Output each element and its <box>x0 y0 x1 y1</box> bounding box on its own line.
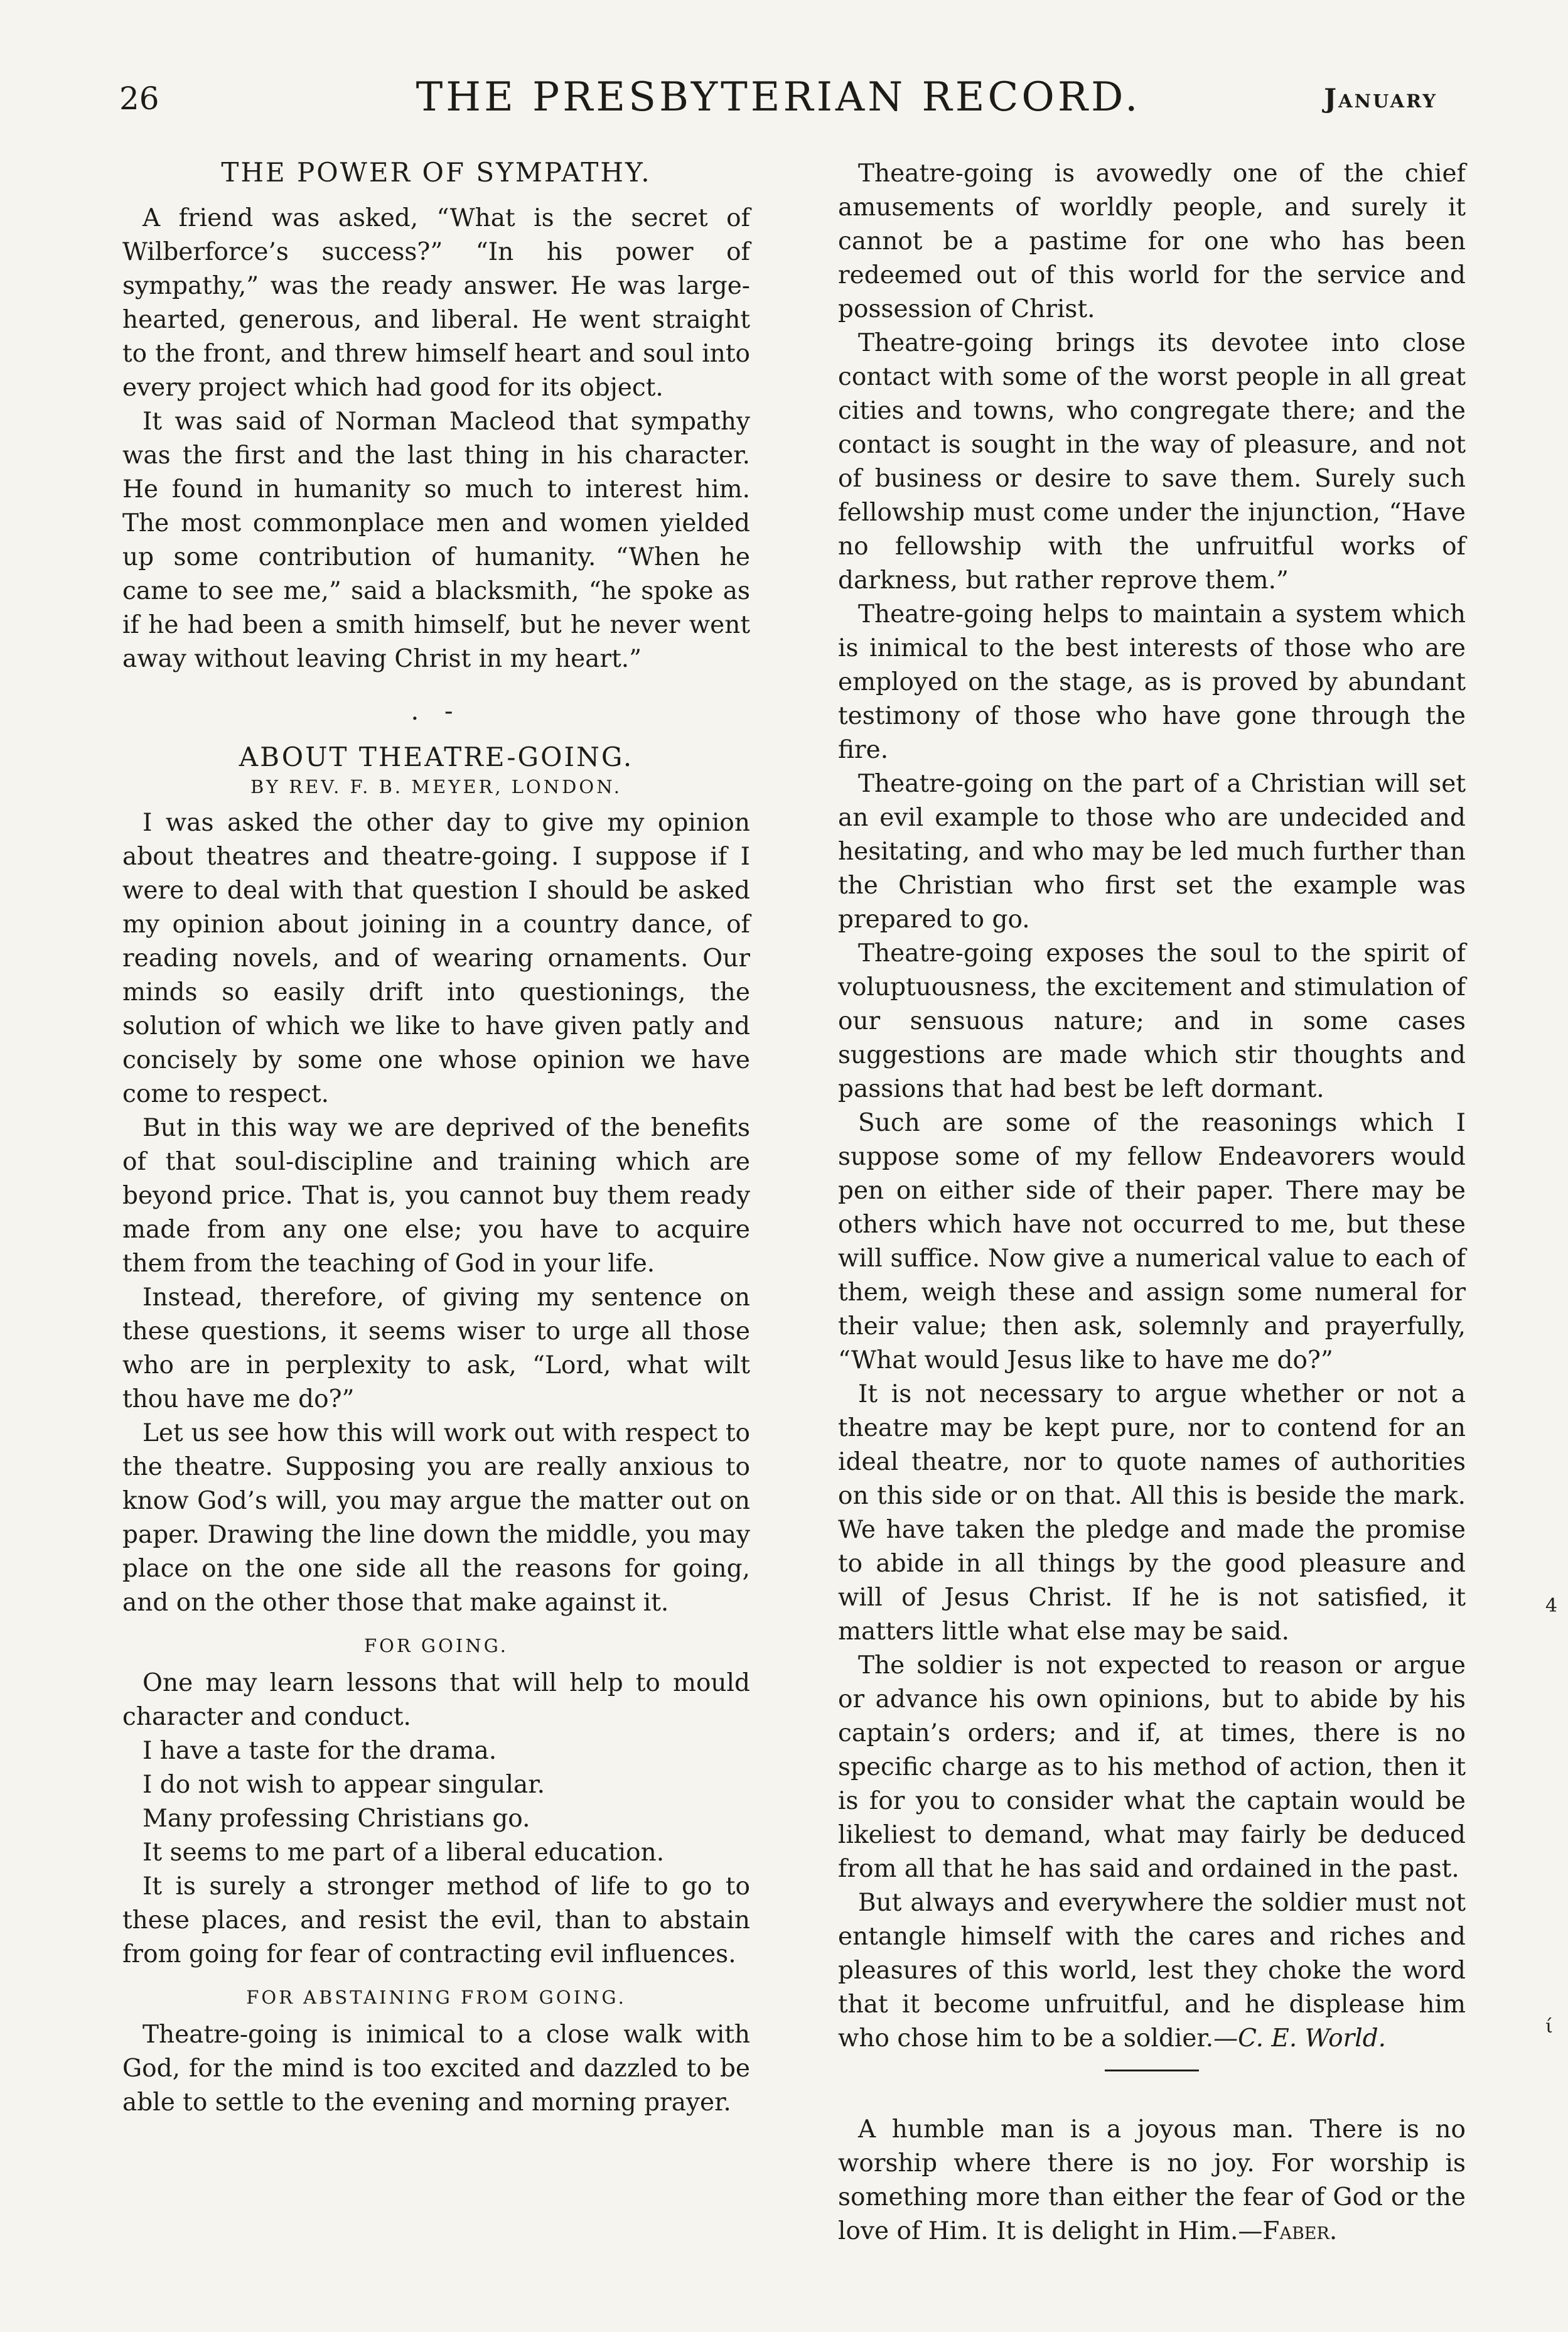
for-going-heading: FOR GOING. <box>363 1635 509 1656</box>
last-paragraph-text: But always and everywhere the soldier must not entangle himself with the cares and riches and pleasures of this world, lest they choke the word that it become unfruitful, and he displease him who chose him to be a soldier. <box>838 1889 1466 2053</box>
for-abstaining-heading: FOR ABSTAINING FROM GOING. <box>246 1987 626 2008</box>
margin-mark: 4 <box>1545 1595 1558 1617</box>
for-going-item: It seems to me part of a liberal education. <box>142 1838 665 1867</box>
humble-paragraph <box>838 2113 1466 2248</box>
for-going-item: I have a taste for the drama. <box>142 1737 497 1765</box>
theatre-byline: BY REV. F. B. MEYER, LONDON. <box>250 776 622 797</box>
closing-paragraph-1: Such are some of the reasonings which I suppose some of my fellow Endeavorers would pen on either side of their paper. There may be others which have not occurred to me, but these will suffice. Now give a numerical value to each of them, weigh these and assign some numeral for their value; then ask, solemnly and prayerfully, “What would Jesus like to have me do?” <box>838 1109 1466 1374</box>
for-going-item: One may learn lessons that will help to mould character and conduct. <box>122 1669 750 1731</box>
sympathy-paragraph-1: A friend was asked, “What is the secret of Wilberforce’s success?” “In his power of sympathy,” was the ready answer. He was large-hearted, generous, and liberal. He went straight to the front, and threw himself heart and soul into every project which had good for its object. <box>122 204 750 402</box>
margin-mark: ί <box>1545 2016 1553 2038</box>
page-header <box>119 74 1437 124</box>
theatre-paragraph-3: Instead, therefore, of giving my sentence on these questions, it seems wiser to urge all those who are in perplexity to ask, “Lord, what wilt thou have me do?” <box>122 1283 750 1413</box>
sympathy-paragraph-2: It was said of Norman Macleod that sympathy was the first and the last thing in his character. He found in humanity so much to interest him. The most commonplace men and women yielded up some contribution of humanity. “When he came to see me,” said a blacksmith, “he spoke as if he had been a smith himself, but he never went away without leaving Christ in my heart.” <box>122 408 750 673</box>
theatre-heading: ABOUT THEATRE-GOING. <box>239 742 634 772</box>
for-abstaining-item: Theatre-going is avowedly one of the chief amusements of worldly people, and surely it cannot be a pastime for one who has been redeemed out of this world for the service and possession of Christ. <box>838 159 1466 323</box>
theatre-paragraph-1: I was asked the other day to give my opinion about theatres and theatre-going. I suppose if I were to deal with that question I should be asked my opinion about joining in a country dance, of reading novels, and of wearing ornaments. Our minds so easily drift into questionings, the solution of which we like to have given patly and concisely by some one whose opinion we have come to respect. <box>122 809 750 1108</box>
closing-paragraph-3: The soldier is not expected to reason or argue or advance his own opinions, but to abide by his captain’s orders; and if, at times, there is no specific charge as to his method of action, then it is for you to consider what the captain would be likeliest to demand, what may fairly be deduced from all that he has said and ordained in the past. <box>838 1651 1466 1883</box>
sympathy-heading: THE POWER OF SYMPATHY. <box>221 157 652 188</box>
issue-month: January <box>1324 83 1437 114</box>
for-abstaining-item: Theatre-going brings its devotee into close contact with some of the worst people in all great cities and towns, who congregate there; and the contact is sought in the way of pleasure, and not of business or desire to save them. Surely such fellowship must come under the injunction, “Have no fellowship with the unfruitful works of darkness, but rather reprove them.” <box>838 329 1466 595</box>
humble-text: A humble man is a joyous man. There is no worship where there is no joy. For worship is something more than either the fear of God or the love of Him. It is delight in Him.— <box>838 2115 1466 2245</box>
for-abstaining-item: Theatre-going is inimical to a close walk with God, for the mind is too excited and dazzled to be able to settle to the evening and morning prayer. <box>122 2021 750 2117</box>
theatre-paragraph-4: Let us see how this will work out with respect to the theatre. Supposing you are really anxious to know God’s will, you may argue the matter out on paper. Drawing the line down the middle, you may place on the one side all the reasons for going, and on the other those that make against it. <box>122 1419 750 1617</box>
for-going-item: I do not wish to appear singular. <box>142 1771 545 1799</box>
theatre-paragraph-2: But in this way we are deprived of the benefits of that soul-discipline and training which are beyond price. That is, you cannot buy them ready made from any one else; you have to acquire them from the teaching of God in your life. <box>122 1114 750 1278</box>
for-going-item: Many professing Christians go. <box>142 1805 530 1833</box>
for-abstaining-item: Theatre-going helps to maintain a system which is inimical to the best interests of those who are employed on the stage, as is proved by abundant testimony of those who have gone through the fire. <box>838 600 1466 764</box>
page-number: 26 <box>119 80 159 117</box>
section-separator: . - <box>411 697 462 726</box>
for-going-item: It is surely a stronger method of life to go to these places, and resist the evil, than to abstain from going for fear of contracting evil influences. <box>122 1872 750 1968</box>
divider-rule <box>1105 2070 1199 2071</box>
humble-author: Faber. <box>1262 2217 1338 2245</box>
for-abstaining-item: Theatre-going on the part of a Christian will set an evil example to those who are undecided and hesitating, and who may be led much further than the Christian who first set the example was prepared to go. <box>838 770 1466 934</box>
closing-paragraph-2: It is not necessary to argue whether or not a theatre may be kept pure, nor to contend for an ideal theatre, nor to quote names of authorities on this side or on that. All this is beside the mark. We have taken the pledge and made the promise to abide in all things by the good pleasure and will of Jesus Christ. If he is not satisfied, it matters little what else may be said. <box>838 1380 1466 1646</box>
right-column <box>838 157 1466 2248</box>
left-column <box>122 157 750 2120</box>
for-abstaining-item: Theatre-going exposes the soul to the spirit of voluptuousness, the excitement and stimulation of our sensuous nature; and in some cases suggestions are made which stir thoughts and passions that had best be left dormant. <box>838 939 1466 1103</box>
article-source: —C. E. World. <box>1213 2024 1387 2053</box>
publication-title: THE PRESBYTERIAN RECORD. <box>416 74 1141 121</box>
closing-paragraph-4 <box>838 1886 1466 2056</box>
